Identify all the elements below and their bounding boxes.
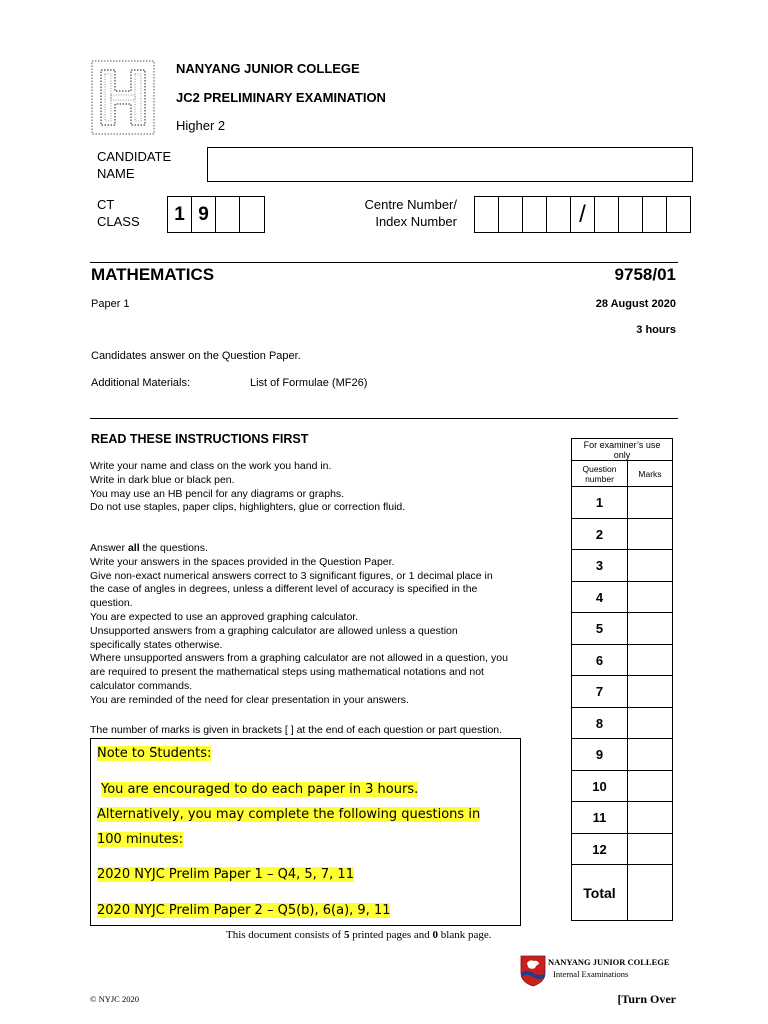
index-cell[interactable] [666,196,691,233]
class-digit-3[interactable] [215,196,240,233]
answer-on-note: Candidates answer on the Question Paper. [91,350,301,362]
instruction-line: Where unsupported answers from a graphing calculator are not allowed in a question, you [90,652,508,665]
paper-code: 9758/01 [614,265,676,284]
question-number: 5 [572,613,628,645]
marks-cell[interactable] [628,834,673,865]
candidate-name-field[interactable] [207,147,693,182]
marks-cell[interactable] [628,645,673,676]
marks-cell[interactable] [628,676,673,708]
instruction-line: You may use an HB pencil for any diagrams or graphs. [90,487,345,500]
instructions-heading: READ THESE INSTRUCTIONS FIRST [91,432,309,446]
note-line-1: You are encouraged to do each paper in 3 hours. [101,782,419,797]
marks-note: The number of marks is given in brackets [ ] at the end of each question or part question. [90,724,503,736]
marks-cell[interactable] [628,613,673,645]
h-level-logo [91,60,155,135]
instruction-line: You are reminded of the need for clear presentation in your answers. [90,693,409,706]
turn-over: [Turn Over [617,992,676,1006]
page-count-note: This document consists of 5 printed pages and 0 blank page. [226,929,492,941]
question-number: 10 [572,771,628,802]
note-paper-1: 2020 NYJC Prelim Paper 1 – Q4, 5, 7, 11 [97,867,354,882]
question-number-header: Question number [572,461,628,487]
centre-index-label: Centre Number/ Index Number [364,197,457,229]
question-number: 8 [572,708,628,739]
index-cell[interactable] [522,196,547,233]
question-number: 11 [572,802,628,834]
paper-number: Paper 1 [91,298,130,310]
candidate-name-label: CANDIDATE NAME [97,149,172,181]
exam-date: 28 August 2020 [595,298,676,310]
question-number: 4 [572,582,628,613]
instruction-line: the case of angles in degrees, unless a different level of accuracy is specified in the [90,583,478,596]
index-cell[interactable] [642,196,667,233]
note-title: Note to Students: [97,746,212,761]
index-cell[interactable] [498,196,523,233]
examiner-header: For examiner’s use only [572,439,673,461]
note-line-3: 100 minutes: [97,832,183,847]
instruction-line: You are expected to use an approved graphing calculator. [90,610,359,623]
marks-header: Marks [628,461,673,487]
subject-title: MATHEMATICS [91,265,215,284]
marks-cell[interactable] [628,582,673,613]
materials-label: Additional Materials: [91,377,191,389]
materials-value: List of Formulae (MF26) [250,377,368,389]
question-number: 3 [572,550,628,582]
marks-cell[interactable] [628,739,673,771]
note-line-2: Alternatively, you may complete the following questions in [97,807,481,822]
marks-cell[interactable] [628,519,673,550]
marks-cell[interactable] [628,708,673,739]
footer-college: NANYANG JUNIOR COLLEGE [548,957,670,967]
college-crest [520,955,546,987]
question-number: 9 [572,739,628,771]
marks-cell[interactable] [628,771,673,802]
instruction-line: specifically states otherwise. [90,638,223,651]
instruction-line: Write your answers in the spaces provided in the Question Paper. [90,555,395,568]
instruction-line: Unsupported answers from a graphing calculator are allowed unless a question [90,624,458,637]
level-label: Higher 2 [176,118,226,133]
instruction-line: Write your name and class on the work you hand in. [90,460,332,472]
index-slash: / [570,196,595,233]
exam-duration: 3 hours [636,324,676,336]
note-to-students [90,738,521,926]
total-label: Total [572,865,628,921]
instruction-line: Write in dark blue or black pen. [90,473,235,486]
index-cell[interactable] [474,196,499,233]
marks-cell[interactable] [628,487,673,519]
instruction-line: Give non-exact numerical answers correct to 3 significant figures, or 1 decimal place in [90,569,493,582]
ct-class-label: CT CLASS [97,197,140,229]
marks-cell[interactable] [628,550,673,582]
centre-index-field[interactable] [474,196,691,233]
note-paper-2: 2020 NYJC Prelim Paper 2 – Q5(b), 6(a), 9, 11 [97,903,391,918]
copyright: © NYJC 2020 [90,994,139,1004]
question-number: 6 [572,645,628,676]
class-digit-4[interactable] [239,196,265,233]
question-number: 1 [572,487,628,519]
question-number: 12 [572,834,628,865]
answer-all-line: Answer all the questions. [90,542,208,554]
instruction-line: calculator commands. [90,679,193,692]
class-digit-1[interactable]: 1 [167,196,192,233]
instructions-block-2 [90,542,508,708]
middle-rule [90,418,678,419]
college-title: NANYANG JUNIOR COLLEGE [176,61,360,76]
index-cell[interactable] [546,196,571,233]
instructions-block-1 [90,460,405,515]
instruction-line: are required to present the mathematical steps using mathematical notations and not [90,666,484,679]
question-number: 2 [572,519,628,550]
index-cell[interactable] [594,196,619,233]
top-rule [90,262,678,263]
exam-title: JC2 PRELIMINARY EXAMINATION [176,90,386,105]
class-digit-2[interactable]: 9 [191,196,216,233]
index-cell[interactable] [618,196,643,233]
total-marks-cell[interactable] [628,865,673,921]
footer-internal: Internal Examinations [553,969,629,979]
instruction-line: Do not use staples, paper clips, highlighters, glue or correction fluid. [90,501,406,514]
instruction-line: question. [90,597,133,610]
marks-cell[interactable] [628,802,673,834]
examiner-table [571,438,673,921]
ct-class-field[interactable] [167,196,265,233]
question-number: 7 [572,676,628,708]
